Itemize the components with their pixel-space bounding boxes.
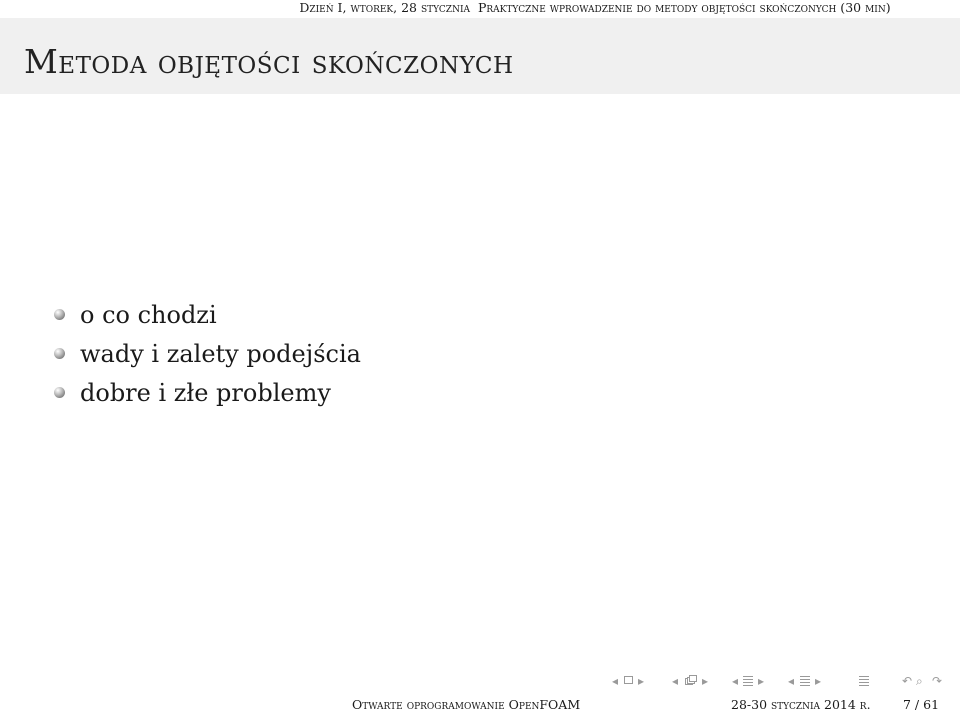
footer-bar <box>0 696 960 715</box>
nav-search-icon[interactable]: ⌕ <box>916 674 923 688</box>
list-item <box>52 298 361 337</box>
header-bar <box>0 0 960 18</box>
header-subsection[interactable]: Praktyczne wprowadzenie do metody objętości skończonych (30 min) <box>478 0 891 15</box>
nav-next-subsection-icon[interactable]: ▸ <box>758 674 765 688</box>
page-counter: 7 / 61 <box>903 697 940 712</box>
nav-section-icon[interactable] <box>800 676 810 686</box>
list-item-text: o co chodzi <box>80 301 217 329</box>
nav-prev-section-icon[interactable]: ◂ <box>788 674 795 688</box>
nav-frame-icon[interactable] <box>685 675 697 686</box>
nav-back-icon[interactable]: ↶ <box>902 674 913 688</box>
footer-title: Otwarte oprogramowanie OpenFOAM <box>352 697 581 712</box>
nav-forward-icon[interactable]: ↷ <box>932 674 943 688</box>
bullet-ball-icon <box>54 309 65 320</box>
nav-subsection-icon[interactable] <box>743 676 753 686</box>
list-item <box>52 376 361 415</box>
nav-next-section-icon[interactable]: ▸ <box>815 674 822 688</box>
bullet-list <box>52 298 361 415</box>
footer-date: 28-30 stycznia 2014 r. <box>731 697 871 712</box>
nav-next-slide-icon[interactable]: ▸ <box>638 674 645 688</box>
frame-title: Metoda objętości skończonych <box>24 42 514 81</box>
nav-slide-icon[interactable] <box>624 676 633 684</box>
list-item-text: wady i zalety podejścia <box>80 340 361 368</box>
bullet-ball-icon <box>54 348 65 359</box>
header-section[interactable]: Dzień I, wtorek, 28 stycznia <box>299 0 470 15</box>
list-item-text: dobre i złe problemy <box>80 379 331 407</box>
bullet-ball-icon <box>54 387 65 398</box>
nav-document-icon[interactable] <box>859 676 869 686</box>
nav-prev-frame-icon[interactable]: ◂ <box>672 674 679 688</box>
nav-prev-slide-icon[interactable]: ◂ <box>612 674 619 688</box>
list-item <box>52 337 361 376</box>
nav-next-frame-icon[interactable]: ▸ <box>702 674 709 688</box>
nav-prev-subsection-icon[interactable]: ◂ <box>732 674 739 688</box>
frame-title-bar <box>0 18 960 94</box>
navigation-bar <box>612 671 954 691</box>
